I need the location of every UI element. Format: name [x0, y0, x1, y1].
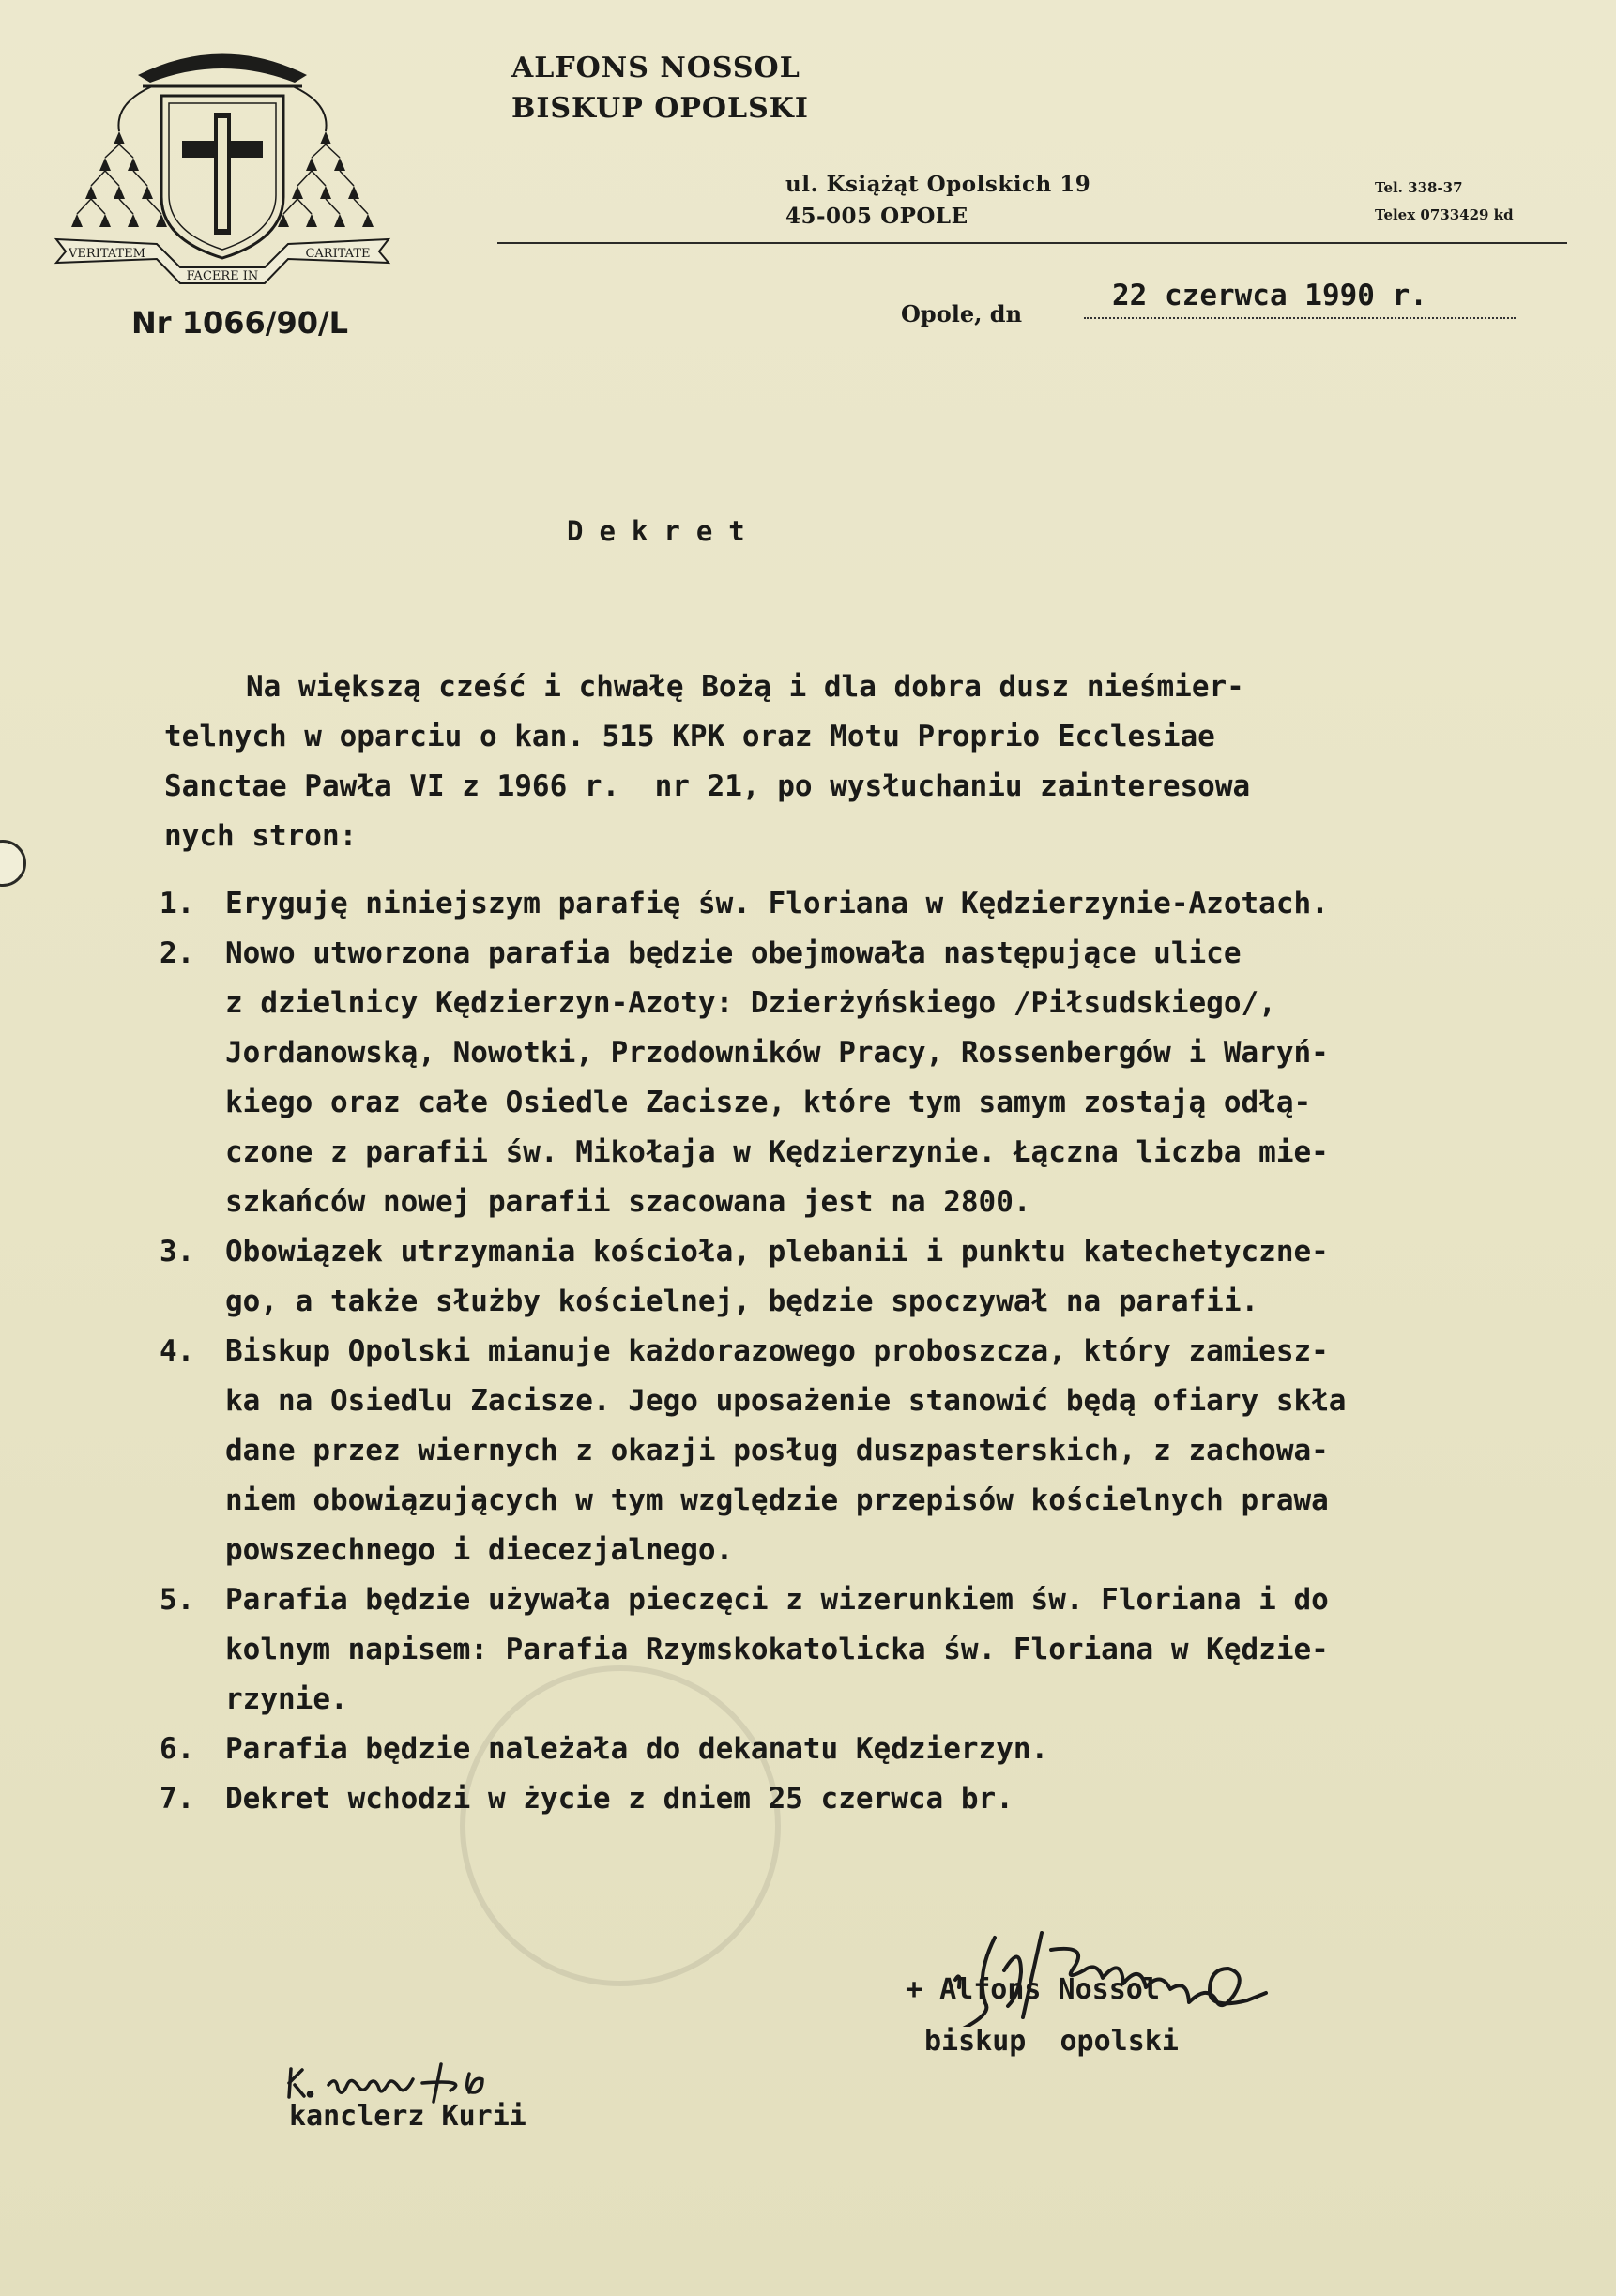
letterhead-title: BISKUP OPOLSKI [511, 92, 809, 125]
decree-item [160, 1725, 1605, 1774]
item-line: z dzielnicy Kędzierzyn-Azoty: Dzierżyńskiego /Piłsudskiego/, [225, 986, 1276, 1020]
item-number: 6. [160, 1732, 195, 1766]
item-line: Nowo utworzona parafia będzie obejmowała następujące ulice [225, 936, 1242, 970]
item-line: kiego oraz całe Osiedle Zacisze, które tym samym zostają odłą- [225, 1086, 1312, 1119]
document-date: 22 czerwca 1990 r. [1112, 279, 1427, 312]
item-line: Parafia będzie używała pieczęci z wizerunkiem św. Floriana i do [225, 1583, 1329, 1617]
item-number: 3. [160, 1235, 195, 1269]
bishop-signature [938, 1914, 1389, 2027]
item-number: 4. [160, 1334, 195, 1368]
decree-item [160, 1327, 1605, 1575]
item-line: szkańców nowej parafii szacowana jest na 2800. [225, 1185, 1031, 1219]
item-line: Biskup Opolski mianuje każdorazowego proboszcza, który zamiesz- [225, 1334, 1329, 1368]
coat-of-arms-icon [49, 38, 396, 291]
intro-line: Sanctae Pawła VI z 1966 r. nr 21, po wysłuchaniu zainteresowa [164, 769, 1251, 803]
item-line: Eryguję niniejszym parafię św. Floriana w Kędzierzynie-Azotach. [225, 887, 1329, 920]
document-title: Dekret [567, 515, 761, 547]
chancellor-title: kanclerz Kurii [289, 2100, 526, 2133]
item-number: 5. [160, 1583, 195, 1617]
item-line: Obowiązek utrzymania kościoła, plebanii i punktu katechetyczne- [225, 1235, 1329, 1269]
decree-item [160, 879, 1605, 929]
letterhead-divider [497, 242, 1567, 244]
item-number: 7. [160, 1782, 195, 1816]
item-line: niem obowiązujących w tym względzie przepisów kościelnych prawa [225, 1483, 1329, 1517]
bishop-title: biskup opolski [924, 2025, 1179, 2058]
bishop-name: + Alfons Nossol [906, 1973, 1160, 2006]
intro-paragraph [164, 662, 1591, 861]
crest-motto-right: CARITATE [305, 247, 371, 261]
item-line: kolnym napisem: Parafia Rzymskokatolicka św. Floriana w Kędzie- [225, 1633, 1329, 1666]
item-line: Dekret wchodzi w życie z dniem 25 czerwca br. [225, 1782, 1014, 1816]
item-line: go, a także służby kościelnej, będzie spoczywał na parafii. [225, 1285, 1259, 1318]
crest-motto-center: FACERE IN [186, 269, 259, 283]
item-line: dane przez wiernych z okazji posług duszpasterskich, z zachowa- [225, 1434, 1329, 1467]
decree-item [160, 929, 1605, 1227]
decree-item [160, 1227, 1605, 1327]
item-line: powszechnego i diecezjalnego. [225, 1533, 734, 1567]
letterhead-city: 45-005 OPOLE [785, 204, 968, 229]
letterhead-tel: Tel. 338-37 [1375, 179, 1463, 196]
place-label: Opole, dn [901, 300, 1023, 327]
item-number: 1. [160, 887, 195, 920]
intro-line: telnych w oparciu o kan. 515 KPK oraz Motu Proprio Ecclesiae [164, 720, 1215, 753]
intro-line: Na większą cześć i chwałę Bożą i dla dobra dusz nieśmier- [246, 670, 1244, 704]
decree-item [160, 1575, 1605, 1725]
letterhead-name: ALFONS NOSSOL [511, 52, 800, 84]
item-line: Jordanowską, Nowotki, Przodowników Pracy, Rossenbergów i Waryń- [225, 1036, 1329, 1070]
item-line: ka na Osiedlu Zacisze. Jego uposażenie stanowić będą ofiary skła [225, 1384, 1347, 1418]
letterhead-street: ul. Książąt Opolskich 19 [785, 172, 1091, 197]
crest-motto-left: VERITATEM [69, 247, 145, 261]
item-line: rzynie. [225, 1682, 348, 1716]
intro-line: nych stron: [164, 819, 358, 853]
item-line: czone z parafii św. Mikołaja w Kędzierzynie. Łączna liczba mie- [225, 1135, 1329, 1169]
item-number: 2. [160, 936, 195, 970]
reference-number: Nr 1066/90/L [131, 305, 349, 341]
decree-items [160, 879, 1605, 1824]
date-dotted-line [1084, 317, 1516, 319]
item-line: Parafia będzie należała do dekanatu Kędzierzyn. [225, 1732, 1049, 1766]
letterhead-telex: Telex 0733429 kd [1375, 206, 1514, 223]
decree-item [160, 1774, 1605, 1824]
